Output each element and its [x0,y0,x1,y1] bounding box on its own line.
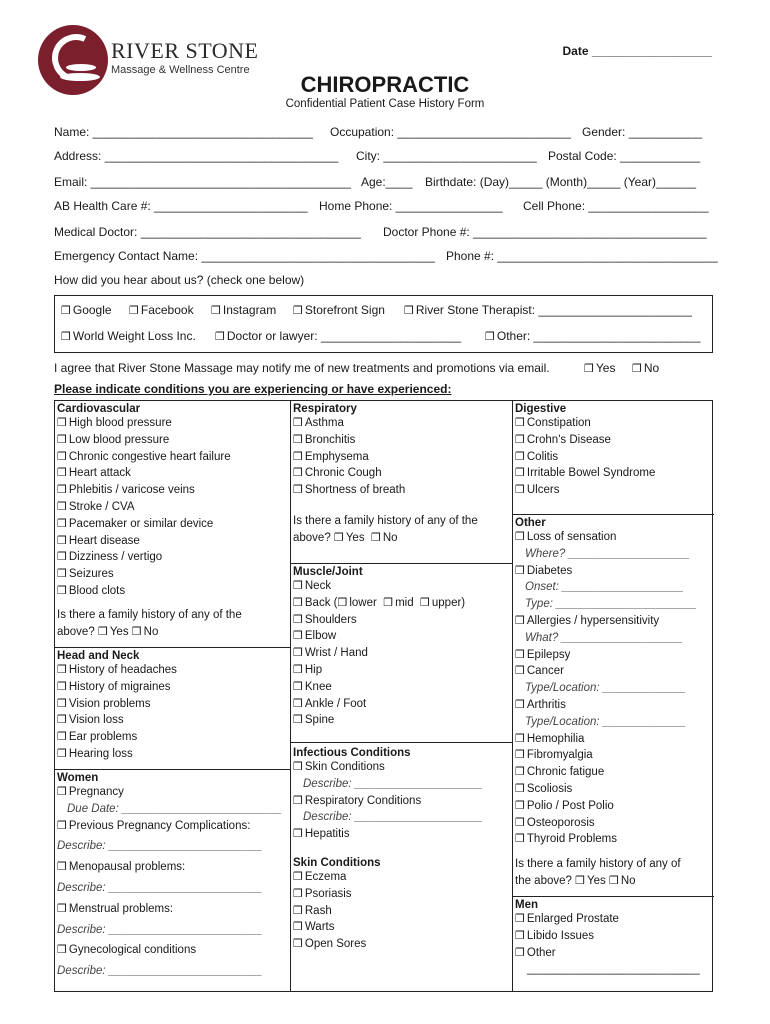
condition-item[interactable]: ❒ Hip [293,663,323,676]
head-neck-title: Head and Neck [57,650,140,662]
menstrual-item[interactable]: ❒ Menstrual problems: [57,902,174,915]
checkbox-icon[interactable]: ❒ [293,663,303,676]
row-address [54,149,701,163]
gynecological-item[interactable]: ❒ Gynecological conditions [57,944,197,957]
age-field[interactable]: Age:____ [361,175,413,189]
section-digestive [513,403,714,499]
checkbox-icon[interactable]: ❒ [57,584,67,597]
city-field[interactable]: City: _______________________ [356,149,537,163]
checkbox-icon[interactable]: ❒ [383,596,394,609]
consent-text: I agree that River Stone Massage may notify me of new treatments and promotions via email. [54,361,550,375]
checkbox-icon[interactable]: ❒ [215,331,225,343]
men-other-field[interactable]: ___________________________ [527,963,700,976]
checkbox-icon[interactable]: ❒ [632,363,642,375]
checkbox-icon[interactable]: ❒ [293,305,303,317]
condition-item[interactable]: ❒ Fibromyalgia [515,749,593,762]
condition-item[interactable]: ❒ Constipation [515,417,591,429]
source-doctor-lawyer[interactable]: ❒ Doctor or lawyer: _____________________ [215,329,462,343]
condition-item[interactable]: ❒ Heart attack [57,467,131,480]
cell-phone-field[interactable]: Cell Phone: __________________ [523,199,709,213]
checkbox-icon[interactable]: ❒ [293,938,303,951]
checkbox-icon[interactable]: ❒ [485,331,495,343]
checkbox-icon[interactable]: ❒ [515,929,525,942]
checkbox-icon[interactable]: ❒ [515,614,525,627]
section-muscle-joint [291,563,512,729]
describe-field[interactable]: Describe: ________________________ [57,840,263,853]
describe-field[interactable]: Describe: ________________________ [57,881,263,894]
checkbox-icon[interactable]: ❒ [57,819,67,832]
checkbox-icon[interactable]: ❒ [57,747,67,760]
checkbox-icon[interactable]: ❒ [293,887,303,900]
home-phone-field[interactable]: Home Phone: ________________ [319,199,503,213]
row-name [54,125,703,139]
due-date-field[interactable]: Due Date: _________________________ [67,802,282,815]
condition-item[interactable]: ❒ Ankle / Foot [293,697,367,710]
checkbox-icon[interactable]: ❒ [57,902,67,915]
condition-item[interactable]: ❒ Polio / Post Polio [515,799,614,812]
section-cardiovascular [55,403,290,640]
checkbox-icon[interactable]: ❒ [57,551,67,564]
email-field[interactable]: Email: _______________________________________ [54,175,351,189]
checkbox-icon[interactable]: ❒ [293,921,303,934]
checkbox-icon[interactable]: ❒ [293,697,303,710]
checkbox-icon[interactable]: ❒ [57,714,67,727]
condition-item[interactable]: ❒ Ulcers [515,484,560,497]
checkbox-icon[interactable]: ❒ [293,870,303,883]
condition-item[interactable]: ❒ Chronic Cough [293,467,382,480]
checkbox-icon[interactable]: ❒ [333,531,344,544]
condition-item[interactable]: ❒ Open Sores [293,938,367,951]
cancer-location-field[interactable]: Type/Location: _____________ [525,682,686,695]
condition-item[interactable]: ❒ Vision problems [57,697,151,710]
condition-item[interactable]: ❒ Wrist / Hand [293,647,368,660]
resp-family-text: Is there a family history of any of the [293,514,478,527]
condition-item[interactable]: ❒ Libido Issues [515,929,594,942]
condition-item[interactable]: ❒ Vision loss [57,714,124,727]
checkbox-icon[interactable]: ❒ [293,680,303,693]
row-email [54,175,697,189]
checkbox-icon[interactable]: ❒ [404,305,414,317]
column-3 [513,401,714,991]
checkbox-icon[interactable]: ❒ [515,816,525,829]
checkbox-icon[interactable]: ❒ [515,749,525,762]
emergency-contact-field[interactable]: Emergency Contact Name: ___________________________________ [54,249,435,263]
infect-resp-item[interactable]: ❒ Respiratory Conditions [293,794,422,807]
checkbox-icon[interactable]: ❒ [57,467,67,480]
condition-item[interactable]: ❒ Pacemaker or similar device [57,517,214,530]
checkbox-icon[interactable]: ❒ [515,564,525,577]
consent-row [54,361,660,375]
section-women [55,769,290,980]
checkbox-icon[interactable]: ❒ [293,904,303,917]
postal-code-field[interactable]: Postal Code: ____________ [548,149,701,163]
condition-item[interactable]: ❒ Spine [293,714,335,727]
checkbox-icon[interactable]: ❒ [57,517,67,530]
condition-item[interactable]: ❒ Colitis [515,450,559,463]
condition-item[interactable]: ❒ Emphysema [293,450,369,463]
checkbox-icon[interactable]: ❒ [337,596,348,609]
checkbox-icon[interactable]: ❒ [515,913,525,925]
checkbox-icon[interactable]: ❒ [61,331,71,343]
checkbox-icon[interactable]: ❒ [61,305,71,317]
checkbox-icon[interactable]: ❒ [57,664,67,676]
checkbox-icon[interactable]: ❒ [420,596,430,609]
checkbox-icon[interactable]: ❒ [515,946,525,959]
name-field[interactable]: Name: _________________________________ [54,125,313,139]
pregnancy-item[interactable]: ❒ Pregnancy [57,786,124,798]
checkbox-icon[interactable]: ❒ [57,450,67,463]
condition-item[interactable]: ❒ Irritable Bowel Syndrome [515,467,656,480]
checkbox-icon[interactable]: ❒ [57,861,67,874]
source-google[interactable]: ❒ Google [61,303,112,317]
section-head-neck [55,647,290,763]
back-item[interactable]: ❒ Back (❒ lower ❒ mid ❒ upper) [293,596,466,609]
source-other[interactable]: ❒ Other: _________________________ [485,329,701,343]
condition-item[interactable]: ❒ Enlarged Prostate [515,913,619,925]
men-title: Men [515,899,538,911]
checkbox-icon[interactable]: ❒ [57,680,67,693]
condition-item[interactable]: ❒ Knee [293,680,332,693]
checkbox-icon[interactable]: ❒ [515,484,525,497]
what-field[interactable]: What? ___________________ [525,631,683,644]
condition-item[interactable]: ❒ Eczema [293,870,347,883]
date-field[interactable]: Date __________________ [562,44,712,58]
address-field[interactable]: Address: ___________________________________ [54,149,339,163]
brand-name: RIVER STONE [111,38,259,63]
checkbox-icon[interactable]: ❒ [57,500,67,513]
checkbox-icon[interactable]: ❒ [293,828,303,841]
epilepsy-item[interactable]: ❒ Epilepsy [515,648,571,661]
emergency-phone-field[interactable]: Phone #: _________________________________ [446,249,718,263]
checkbox-icon[interactable]: ❒ [57,786,67,798]
checkbox-icon[interactable]: ❒ [211,305,221,317]
infect-skin-item[interactable]: ❒ Skin Conditions [293,761,385,773]
condition-item[interactable]: ❒ Thyroid Problems [515,833,617,846]
referral-source-box [54,295,713,353]
checkbox-icon[interactable]: ❒ [515,732,525,745]
resp-family-answer: above? ❒ Yes ❒ No [293,531,398,544]
cancer-item[interactable]: ❒ Cancer [515,665,564,678]
condition-item[interactable]: ❒ Seizures [57,568,114,581]
checkbox-icon[interactable]: ❒ [515,799,525,812]
condition-item[interactable]: ❒ Other [515,946,556,959]
checkbox-icon[interactable]: ❒ [515,782,525,795]
skin-title: Skin Conditions [293,856,381,869]
cardio-family-text: Is there a family history of any of the [57,608,242,621]
condition-item[interactable]: ❒ Bronchitis [293,433,356,446]
row-emergency [54,249,718,263]
other-family-answer: the above? ❒ Yes ❒ No [515,874,636,887]
checkbox-icon[interactable]: ❒ [515,450,525,463]
logo-stone-top [66,64,96,71]
checkbox-icon[interactable]: ❒ [293,761,303,773]
consent-yes[interactable]: ❒ Yes [584,361,616,375]
condition-item[interactable]: ❒ Blood clots [57,584,126,597]
infectious-title: Infectious Conditions [293,747,411,759]
checkbox-icon[interactable]: ❒ [584,363,594,375]
checkbox-icon[interactable]: ❒ [293,647,303,660]
condition-item[interactable]: ❒ Ear problems [57,731,138,744]
checkbox-icon[interactable]: ❒ [129,305,139,317]
prev-pregnancy-item[interactable]: ❒ Previous Pregnancy Complications: [57,819,251,832]
condition-item[interactable]: ❒ Psoriasis [293,887,352,900]
source-instagram[interactable]: ❒ Instagram [211,303,277,317]
describe-field[interactable]: Describe: ____________________ [303,777,483,790]
source-facebook[interactable]: ❒ Facebook [129,303,194,317]
condition-item[interactable]: ❒ Chronic congestive heart failure [57,450,231,463]
women-title: Women [57,772,99,784]
digestive-title: Digestive [515,403,567,415]
checkbox-icon[interactable]: ❒ [515,833,525,846]
condition-item[interactable]: ❒ Hemophilia [515,732,585,745]
checkbox-icon[interactable]: ❒ [293,417,303,429]
cardio-family-answer: above? ❒ Yes ❒ No [57,625,159,638]
column-2 [291,401,513,991]
arthritis-location-field[interactable]: Type/Location: _____________ [525,715,686,728]
where-field[interactable]: Where? ___________________ [525,547,690,560]
checkbox-icon[interactable]: ❒ [575,874,585,887]
condition-item[interactable]: ❒ Phlebitis / varicose veins [57,484,195,497]
form-title: CHIROPRACTIC [300,72,470,97]
checkbox-icon[interactable]: ❒ [515,531,525,543]
consent-no[interactable]: ❒ No [632,361,660,375]
section-other [513,514,714,890]
condition-item[interactable]: ❒ History of headaches [57,664,177,676]
gender-field[interactable]: Gender: ___________ [582,125,703,139]
checkbox-icon[interactable]: ❒ [515,433,525,446]
checkbox-icon[interactable]: ❒ [57,697,67,710]
checkbox-icon[interactable]: ❒ [57,568,67,581]
condition-item[interactable]: ❒ Shoulders [293,613,357,626]
condition-item[interactable]: ❒ Asthma [293,417,344,429]
source-wwl[interactable]: ❒ World Weight Loss Inc. [61,329,196,343]
condition-item[interactable]: ❒ History of migraines [57,680,171,693]
type-field[interactable]: Type: ______________________ [525,598,697,611]
checkbox-icon[interactable]: ❒ [515,766,525,779]
condition-item[interactable]: ❒ Rash [293,904,332,917]
doctor-phone-field[interactable]: Doctor Phone #: ___________________________________ [383,225,707,239]
section-men [513,896,714,978]
cardiovascular-title: Cardiovascular [57,403,141,415]
checkbox-icon[interactable]: ❒ [293,794,303,807]
condition-item[interactable]: ❒ Stroke / CVA [57,500,135,513]
source-therapist[interactable]: ❒ River Stone Therapist: _______________________ [404,303,692,317]
checkbox-icon[interactable]: ❒ [515,665,525,678]
describe-field[interactable]: Describe: ________________________ [57,965,263,978]
checkbox-icon[interactable]: ❒ [515,417,525,429]
conditions-heading: Please indicate conditions you are experiencing or have experienced: [54,382,452,396]
health-care-field[interactable]: AB Health Care #: _______________________ [54,199,308,213]
checkbox-icon[interactable]: ❒ [293,450,303,463]
condition-item[interactable]: ❒ Osteoporosis [515,816,595,829]
brand-tagline: Massage & Wellness Centre [111,64,250,76]
checkbox-icon[interactable]: ❒ [293,714,303,727]
checkbox-icon[interactable]: ❒ [293,433,303,446]
allergies-item[interactable]: ❒ Allergies / hypersensitivity [515,614,660,627]
loss-sensation-item[interactable]: ❒ Loss of sensation [515,531,617,543]
arthritis-item[interactable]: ❒ Arthritis [515,698,566,711]
checkbox-icon[interactable]: ❒ [293,630,303,643]
checkbox-icon[interactable]: ❒ [515,648,525,661]
checkbox-icon[interactable]: ❒ [608,874,619,887]
row-doctor [54,225,707,239]
checkbox-icon[interactable]: ❒ [293,596,303,609]
hear-about-label: How did you hear about us? (check one below) [54,273,305,287]
checkbox-icon[interactable]: ❒ [57,944,67,957]
condition-item[interactable]: ❒ Scoliosis [515,782,573,795]
checkbox-icon[interactable]: ❒ [131,625,142,638]
onset-field[interactable]: Onset: ___________________ [525,581,684,594]
section-infectious [291,742,512,953]
condition-item[interactable]: ❒ Chronic fatigue [515,766,605,779]
checkbox-icon[interactable]: ❒ [97,625,108,638]
diabetes-item[interactable]: ❒ Diabetes [515,564,573,577]
column-1 [55,401,291,991]
checkbox-icon[interactable]: ❒ [57,731,67,744]
menopausal-item[interactable]: ❒ Menopausal problems: [57,861,186,874]
hepatitis-item[interactable]: ❒ Hepatitis [293,828,350,841]
medical-doctor-field[interactable]: Medical Doctor: _________________________________ [54,225,361,239]
describe-field[interactable]: Describe: ________________________ [57,923,263,936]
condition-item[interactable]: ❒ Hearing loss [57,747,133,760]
condition-item[interactable]: ❒ Crohn's Disease [515,433,611,446]
checkbox-icon[interactable]: ❒ [515,698,525,711]
checkbox-icon[interactable]: ❒ [293,613,303,626]
condition-item[interactable]: ❒ Dizziness / vertigo [57,551,163,564]
checkbox-icon[interactable]: ❒ [293,580,303,592]
occupation-field[interactable]: Occupation: __________________________ [330,125,571,139]
other-title: Other [515,517,546,529]
checkbox-icon[interactable]: ❒ [293,467,303,480]
neck-item[interactable]: ❒ Neck [293,580,332,592]
other-family-text: Is there a family history of any of [515,858,681,871]
section-respiratory [291,403,512,547]
checkbox-icon[interactable]: ❒ [57,433,67,446]
condition-item[interactable]: ❒ Elbow [293,630,337,643]
checkbox-icon[interactable]: ❒ [370,531,381,544]
row-health [54,199,709,213]
condition-item[interactable]: ❒ High blood pressure [57,417,172,429]
conditions-grid [54,400,713,992]
birthdate-field[interactable]: Birthdate: (Day)_____ (Month)_____ (Year)______ [425,175,697,189]
condition-item[interactable]: ❒ Shortness of breath [293,484,406,497]
describe-field[interactable]: Describe: ____________________ [303,811,483,824]
checkbox-icon[interactable]: ❒ [515,467,525,480]
form-subtitle: Confidential Patient Case History Form [285,98,485,110]
condition-item[interactable]: ❒ Low blood pressure [57,433,170,446]
checkbox-icon[interactable]: ❒ [57,417,67,429]
muscle-joint-title: Muscle/Joint [293,566,363,578]
checkbox-icon[interactable]: ❒ [293,484,303,497]
source-storefront[interactable]: ❒ Storefront Sign [293,303,385,317]
respiratory-title: Respiratory [293,403,357,415]
checkbox-icon[interactable]: ❒ [57,534,67,547]
checkbox-icon[interactable]: ❒ [57,484,67,497]
condition-item[interactable]: ❒ Warts [293,921,335,934]
condition-item[interactable]: ❒ Heart disease [57,534,140,547]
